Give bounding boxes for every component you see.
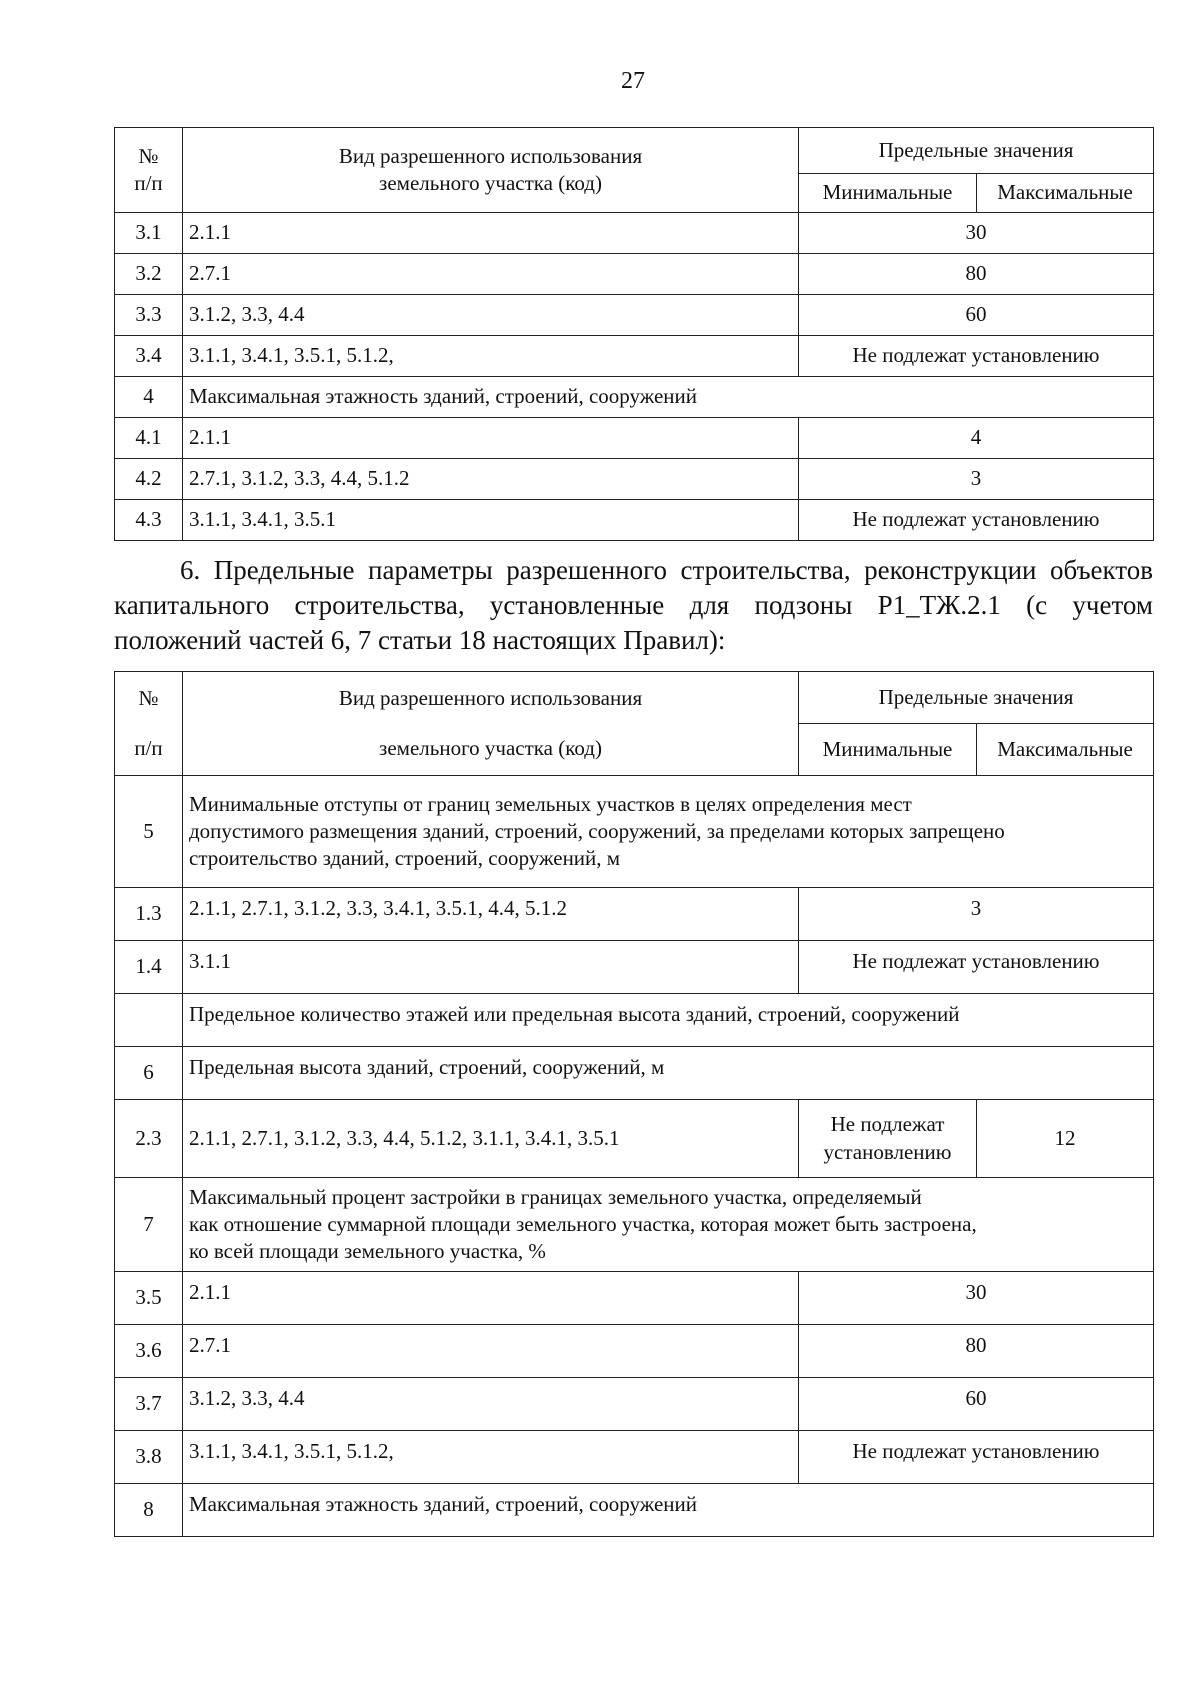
row-value: 60 [799, 295, 1154, 336]
row-codes: 2.1.1, 2.7.1, 3.1.2, 3.3, 4.4, 5.1.2, 3.1.1, 3.4.1, 3.5.1 [183, 1100, 799, 1178]
row-codes: 3.1.1, 3.4.1, 3.5.1, 5.1.2, [183, 336, 799, 377]
row-codes: 3.1.1, 3.4.1, 3.5.1 [183, 500, 799, 541]
row-num: 3.6 [115, 1325, 183, 1378]
table-row [115, 295, 1154, 336]
header-num-label-1: № [138, 143, 159, 168]
header-type-label-2: земельного участка (код) [379, 171, 602, 195]
row-value: Не подлежат установлению [799, 1431, 1154, 1484]
header-type-label-1: Вид разрешенного использования [338, 143, 643, 168]
section-title-line-1: Максимальный процент застройки в границах земельного участка, определяемый [189, 1184, 922, 1209]
row-max-value: 12 [977, 1100, 1154, 1178]
table-row [115, 459, 1154, 500]
limits-table-1 [114, 127, 1154, 541]
table-row [115, 213, 1154, 254]
row-min-value-line-2: установлению [823, 1139, 952, 1164]
table-row [115, 336, 1154, 377]
section-title-line-3: строительство зданий, строений, сооружений, м [189, 846, 621, 871]
row-num: 4.2 [115, 459, 183, 500]
row-num: 3.3 [115, 295, 183, 336]
header-limits: Предельные значения [799, 672, 1154, 724]
table-row [115, 941, 1154, 994]
table-row [115, 1272, 1154, 1325]
row-min-value [799, 1100, 977, 1178]
row-num: 2.3 [115, 1100, 183, 1178]
section-title: Предельная высота зданий, строений, сооружений, м [183, 1047, 1154, 1100]
section-title-line-3: ко всей площади земельного участка, % [189, 1239, 546, 1264]
row-num [115, 994, 183, 1047]
row-codes: 2.7.1, 3.1.2, 3.3, 4.4, 5.1.2 [183, 459, 799, 500]
table-row [115, 1378, 1154, 1431]
page-number: 27 [621, 68, 645, 94]
row-codes: 3.1.1, 3.4.1, 3.5.1, 5.1.2, [183, 1431, 799, 1484]
row-num: 3.5 [115, 1272, 183, 1325]
header-min: Минимальные [799, 174, 977, 213]
row-value: 4 [799, 418, 1154, 459]
row-value: 60 [799, 1378, 1154, 1431]
row-num: 3.1 [115, 213, 183, 254]
row-num: 4.3 [115, 500, 183, 541]
section-row [115, 776, 1154, 888]
row-value: 80 [799, 254, 1154, 295]
header-type-label-1: Вид разрешенного использования [338, 686, 643, 711]
row-num: 5 [115, 776, 183, 888]
row-num: 4.1 [115, 418, 183, 459]
section-row [115, 377, 1154, 418]
row-codes: 2.1.1 [183, 213, 799, 254]
row-num: 3.8 [115, 1431, 183, 1484]
header-max: Максимальные [977, 724, 1154, 776]
row-codes: 3.1.1 [183, 941, 799, 994]
section-paragraph: 6. Предельные параметры разрешенного строительства, реконструкции объектов капитального строительства, установленные для подзоны Р1_ТЖ.2.1 (с учетом положений частей 6, 7 статьи 18 настоящих Правил): [114, 555, 1153, 655]
row-codes: 2.1.1 [183, 1272, 799, 1325]
section-title: Максимальная этажность зданий, строений, сооружений [183, 1484, 1154, 1537]
row-value: 3 [799, 459, 1154, 500]
row-num: 3.4 [115, 336, 183, 377]
section-row [115, 994, 1154, 1047]
row-value: 30 [799, 1272, 1154, 1325]
row-num: 6 [115, 1047, 183, 1100]
row-value: Не подлежат установлению [799, 500, 1154, 541]
table-row [115, 1325, 1154, 1378]
section-row [115, 1047, 1154, 1100]
header-type [183, 672, 799, 776]
section-title: Максимальная этажность зданий, строений, сооружений [183, 377, 1154, 418]
header-max: Максимальные [977, 174, 1154, 213]
section-title [183, 1178, 1154, 1272]
section-title-line-2: как отношение суммарной площади земельного участка, которая может быть застроена, [189, 1211, 977, 1236]
limits-table-2 [114, 671, 1154, 1537]
row-num: 3.2 [115, 254, 183, 295]
row-value: 3 [799, 888, 1154, 941]
table-row [115, 254, 1154, 295]
row-num: 8 [115, 1484, 183, 1537]
row-num: 4 [115, 377, 183, 418]
row-codes: 2.1.1 [183, 418, 799, 459]
header-type-label-2: земельного участка (код) [379, 735, 602, 760]
header-num-label-2: п/п [134, 171, 163, 195]
header-num-label-1: № [138, 686, 159, 711]
section-title: Предельное количество этажей или предельная высота зданий, строений, сооружений [183, 994, 1154, 1047]
row-codes: 3.1.2, 3.3, 4.4 [183, 295, 799, 336]
row-codes: 2.7.1 [183, 1325, 799, 1378]
table-row [115, 888, 1154, 941]
table-row [115, 1431, 1154, 1484]
section-title [183, 776, 1154, 888]
row-codes: 3.1.2, 3.3, 4.4 [183, 1378, 799, 1431]
row-value: 30 [799, 213, 1154, 254]
section-row [115, 1178, 1154, 1272]
table-row [115, 418, 1154, 459]
table-row [115, 1100, 1154, 1178]
row-num: 1.4 [115, 941, 183, 994]
section-row [115, 1484, 1154, 1537]
row-num: 7 [115, 1178, 183, 1272]
section-title-line-1: Минимальные отступы от границ земельных участков в целях определения мест [189, 791, 912, 816]
row-min-value-line-1: Не подлежат [830, 1112, 945, 1137]
header-limits: Предельные значения [799, 128, 1154, 174]
row-value: Не подлежат установлению [799, 336, 1154, 377]
header-type [183, 128, 799, 213]
section-title-line-2: допустимого размещения зданий, строений, сооружений, за пределами которых запрещено [189, 818, 1005, 843]
row-num: 1.3 [115, 888, 183, 941]
row-codes: 2.7.1 [183, 254, 799, 295]
row-value: 80 [799, 1325, 1154, 1378]
header-num-label-2: п/п [134, 735, 163, 760]
row-num: 3.7 [115, 1378, 183, 1431]
table-row [115, 500, 1154, 541]
header-min: Минимальные [799, 724, 977, 776]
header-num [115, 128, 183, 213]
row-codes: 2.1.1, 2.7.1, 3.1.2, 3.3, 3.4.1, 3.5.1, 4.4, 5.1.2 [183, 888, 799, 941]
header-num [115, 672, 183, 776]
row-value: Не подлежат установлению [799, 941, 1154, 994]
